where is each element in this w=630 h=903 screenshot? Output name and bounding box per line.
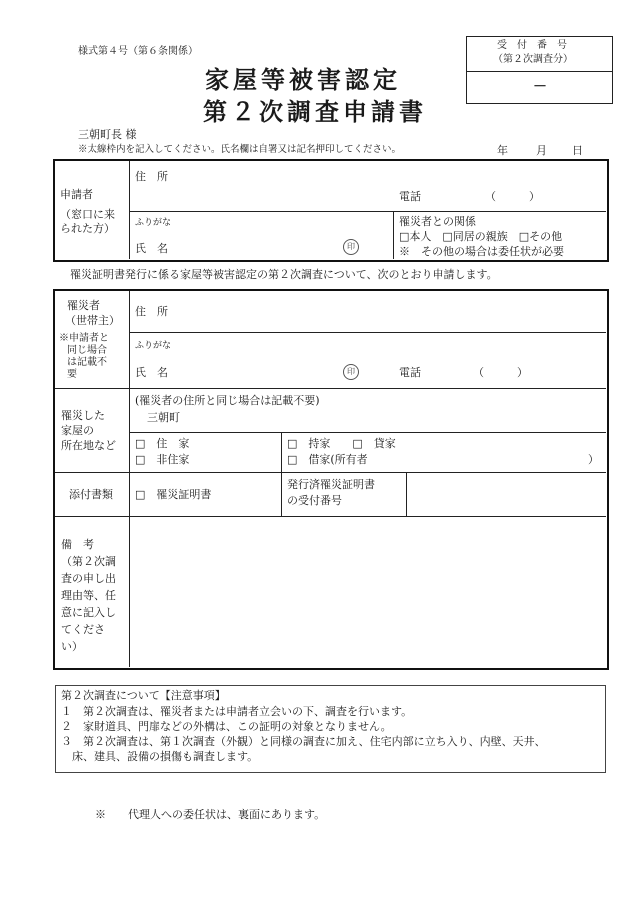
applicant-seal-mark: 印 (343, 239, 359, 255)
main-col-divider (129, 291, 130, 667)
notes-item-3b: 床、建具、設備の損傷も調査します。 (61, 750, 259, 763)
notes-heading: 第２次調査について【注意事項】 (61, 689, 226, 702)
victim-name-label: 氏 名 (135, 366, 168, 379)
applicant-phone-field[interactable]: （ ） (485, 190, 540, 203)
victim-phone-label: 電話 (399, 366, 421, 379)
applicant-address-label: 住 所 (135, 170, 168, 183)
issued-number-label-1: 発行済罹災証明書 (287, 478, 375, 491)
location-note: (罹災者の住所と同じ場合は記載不要) (135, 394, 320, 407)
victim-note-4: 要 (67, 369, 77, 380)
remarks-label-7: い） (61, 640, 83, 653)
victim-address-field[interactable] (175, 295, 595, 329)
receipt-subheader: （第２次調査分） (493, 54, 573, 65)
victim-label: 罹災者 (67, 299, 100, 312)
form-number: 様式第４号（第６条関係） (78, 46, 198, 57)
attachment-option[interactable]: □ 罹災証明書 (135, 488, 212, 501)
addressee: 三朝町長 様 (78, 128, 137, 141)
victim-section (53, 289, 609, 670)
attachments-end-divider (55, 516, 606, 517)
intro-sentence: 罹災証明書発行に係る家屋等被害認定の第２次調査について、次のとおり申請します。 (70, 268, 498, 281)
victim-name-field[interactable] (175, 337, 335, 383)
notes-item-1: １ 第２次調査は、罹災者または申請者立会いの下、調査を行います。 (61, 705, 413, 718)
victim-note-2: 同じ場合 (67, 345, 107, 356)
option-nonhouse[interactable]: □ 非住家 (135, 453, 190, 466)
location-address-field[interactable] (190, 407, 590, 429)
applicant-address-field[interactable] (175, 165, 425, 205)
notes-box (55, 685, 606, 773)
location-label-2: 家屋の (61, 424, 94, 437)
option-house[interactable]: □ 住 家 (135, 437, 190, 450)
victim-row-divider-2 (55, 388, 606, 389)
victim-seal-mark: 印 (343, 364, 359, 380)
receipt-header: 受 付 番 号 (497, 40, 567, 51)
title-line1: 家屋等被害認定 (205, 65, 401, 94)
remarks-label-3: 査の申し出 (61, 572, 116, 585)
victim-furigana-label: ふりがな (135, 341, 172, 351)
receipt-value[interactable]: － (533, 79, 547, 95)
location-row-divider (129, 432, 606, 433)
applicant-section (53, 159, 609, 262)
attachments-label: 添付書類 (69, 488, 113, 501)
location-end-divider (55, 472, 606, 473)
notes-item-3a: ３ 第２次調査は、第１次調査（外観）と同様の調査に加え、住宅内部に立ち入り、内壁、天井、 (61, 735, 546, 748)
owner-close-paren: ） (588, 453, 599, 466)
applicant-phone-label: 電話 (399, 190, 421, 203)
applicant-col-divider (129, 161, 130, 259)
applicant-row-divider (129, 211, 606, 212)
remarks-label-5: 意に記入し (61, 606, 116, 619)
location-town: 三朝町 (147, 411, 180, 424)
applicant-furigana-label: ふりがな (135, 218, 172, 228)
option-leased[interactable]: □ 借家(所有者 (287, 453, 368, 466)
notes-item-2: ２ 家財道具、門扉などの外構は、この証明の対象となりません。 (61, 720, 392, 733)
applicant-name-field[interactable] (175, 215, 335, 255)
date-day: 日 (572, 144, 583, 157)
victim-phone-field[interactable]: （ ） (473, 366, 528, 379)
issued-number-label-2: の受付番号 (287, 494, 342, 507)
victim-row-divider-1 (129, 332, 606, 333)
remarks-label-1: 備 考 (61, 538, 94, 551)
location-label-3: 所在地など (61, 439, 116, 452)
date-month: 月 (536, 144, 547, 157)
receipt-divider (467, 71, 612, 72)
victim-label-2: （世帯主） (65, 314, 120, 327)
remarks-label-2: （第２次調 (61, 555, 116, 568)
option-owned-rented[interactable]: □ 持家 □ 貸家 (287, 437, 396, 450)
location-col-divider (281, 432, 282, 472)
title-line2: 第２次調査申請書 (203, 97, 427, 126)
location-label-1: 罹災した (61, 409, 105, 422)
relation-note: ※ その他の場合は委任状が必要 (399, 245, 564, 258)
applicant-label: 申請者 (60, 188, 93, 201)
relation-options[interactable]: □本人 □同居の親族 □その他 (399, 230, 563, 243)
remarks-field[interactable] (133, 521, 601, 661)
remarks-label-6: てくださ (61, 623, 105, 636)
applicant-name-label: 氏 名 (135, 242, 168, 255)
attachments-col-divider-1 (281, 472, 282, 516)
issued-number-field[interactable] (410, 476, 602, 512)
applicant-label-2: （窓口に来 (60, 208, 115, 221)
relation-label: 罹災者との関係 (399, 215, 476, 228)
instruction: ※太線枠内を記入してください。氏名欄は自署又は記名押印してください。 (78, 144, 402, 155)
victim-note-3: は記載不 (67, 357, 107, 368)
relation-divider (393, 211, 394, 259)
applicant-label-3: られた方） (60, 222, 115, 235)
remarks-label-4: 理由等、任 (61, 589, 116, 602)
victim-address-label: 住 所 (135, 305, 168, 318)
footer-note: ※ 代理人への委任状は、裏面にあります。 (95, 808, 326, 821)
date-year: 年 (497, 144, 508, 157)
receipt-box (466, 36, 613, 104)
victim-note-1: ※申請者と (59, 333, 109, 344)
attachments-col-divider-2 (406, 472, 407, 516)
